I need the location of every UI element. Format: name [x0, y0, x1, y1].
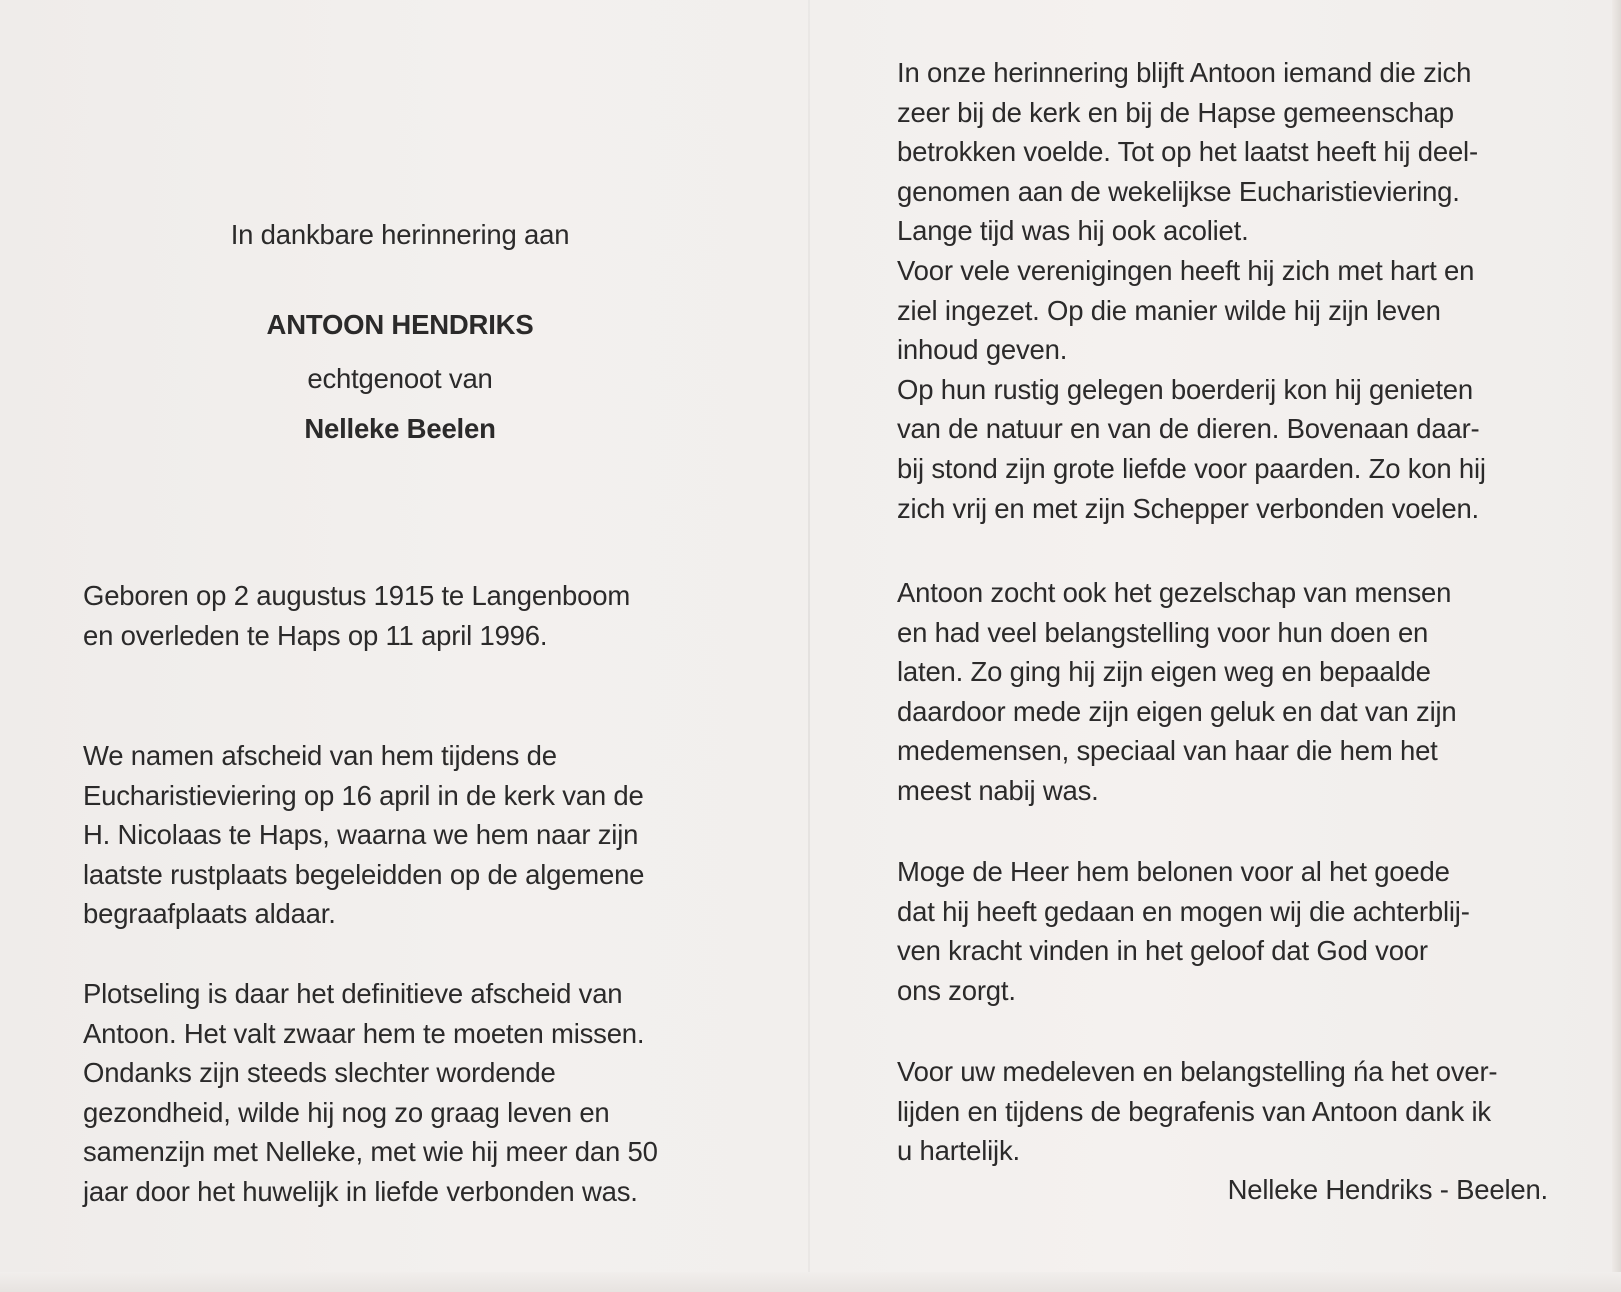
text-line: Antoon zocht ook het gezelschap van mensen [897, 577, 1452, 608]
text-line: zich vrij en met zijn Schepper verbonden voelen. [897, 492, 1479, 524]
text-line: dat hij heeft gedaan en mogen wij die achterblij- [897, 895, 1470, 927]
farewell-paragraph [83, 736, 644, 934]
card-right-edge [1612, 0, 1621, 1292]
text-line: medemensen, speciaal van haar die hem het [897, 735, 1438, 767]
text-line: We namen afscheid van hem tijdens de [83, 740, 557, 771]
thanks-paragraph [897, 1052, 1497, 1171]
sudden-farewell-paragraph [83, 974, 658, 1212]
text-line: Op hun rustig gelegen boerderij kon hij genieten [897, 373, 1473, 405]
text-line: ons zorgt. [897, 974, 1016, 1006]
text-line: begraafplaats aldaar. [83, 898, 336, 930]
text-line: van de natuur en van de dieren. Bovenaan daar- [897, 413, 1480, 445]
text-line: genomen aan de wekelijkse Eucharistieviering. [897, 175, 1460, 207]
prayer-paragraph [897, 852, 1470, 1010]
text-line: ven kracht vinden in het geloof dat God voor [897, 935, 1428, 967]
text-line: betrokken voelde. Tot op het laatst heeft hij deel- [897, 136, 1478, 168]
text-line: samenzijn met Nelleke, met wie hij meer dan 50 [83, 1136, 658, 1168]
text-line: u hartelijk. [897, 1135, 1020, 1167]
text-line: H. Nicolaas te Haps, waarna we hem naar zijn [83, 819, 639, 851]
card-fold [808, 0, 810, 1292]
birth-death-paragraph [83, 576, 630, 655]
text-line: Eucharistieviering op 16 april in de kerk van de [83, 779, 644, 811]
text-line: laten. Zo ging hij zijn eigen weg en bepaalde [897, 656, 1431, 688]
deceased-name: ANTOON HENDRIKS [266, 309, 534, 340]
spouse-name: Nelleke Beelen [304, 413, 496, 444]
text-line: jaar door het huwelijk in liefde verbonden was. [83, 1175, 638, 1207]
text-line: gezondheid, wilde hij nog zo graag leven en [83, 1096, 610, 1128]
text-line: Voor uw medeleven en belangstelling ńa het over- [897, 1056, 1498, 1087]
text-line: Plotseling is daar het definitieve afscheid van [83, 978, 623, 1009]
text-line: Antoon. Het valt zwaar hem te moeten missen. [83, 1017, 645, 1049]
text-line: Ondanks zijn steeds slechter wordende [83, 1057, 556, 1089]
text-line: en overleden te Haps op 11 april 1996. [83, 619, 548, 651]
text-line: lijden en tijdens de begrafenis van Antoon dank ik [897, 1095, 1491, 1127]
text-line: bij stond zijn grote liefde voor paarden. Zo kon hij [897, 452, 1486, 484]
text-line: daardoor mede zijn eigen geluk en dat van zijn [897, 695, 1457, 727]
text-line: Lange tijd was hij ook acoliet. [897, 215, 1249, 247]
text-line: ziel ingezet. Op die manier wilde hij zijn leven [897, 294, 1441, 326]
text-line: en had veel belangstelling voor hun doen en [897, 616, 1429, 648]
card-bottom-edge [0, 1272, 1621, 1292]
intro-text: In dankbare herinnering aan [230, 219, 570, 250]
text-line: meest nabij was. [897, 774, 1099, 806]
text-line: Moge de Heer hem belonen voor al het goede [897, 856, 1450, 887]
signature: Nelleke Hendriks - Beelen. [1227, 1174, 1548, 1205]
memory-paragraph [897, 53, 1486, 528]
text-line: inhoud geven. [897, 334, 1068, 366]
text-line: Geboren op 2 augustus 1915 te Langenboom [83, 580, 631, 611]
company-paragraph [897, 573, 1457, 811]
text-line: In onze herinnering blijft Antoon iemand die zich [897, 57, 1472, 88]
text-line: zeer bij de kerk en bij de Hapse gemeenschap [897, 96, 1454, 128]
spouse-label: echtgenoot van [307, 363, 493, 394]
text-line: Voor vele verenigingen heeft hij zich met hart en [897, 254, 1475, 286]
text-line: laatste rustplaats begeleidden op de algemene [83, 858, 645, 890]
